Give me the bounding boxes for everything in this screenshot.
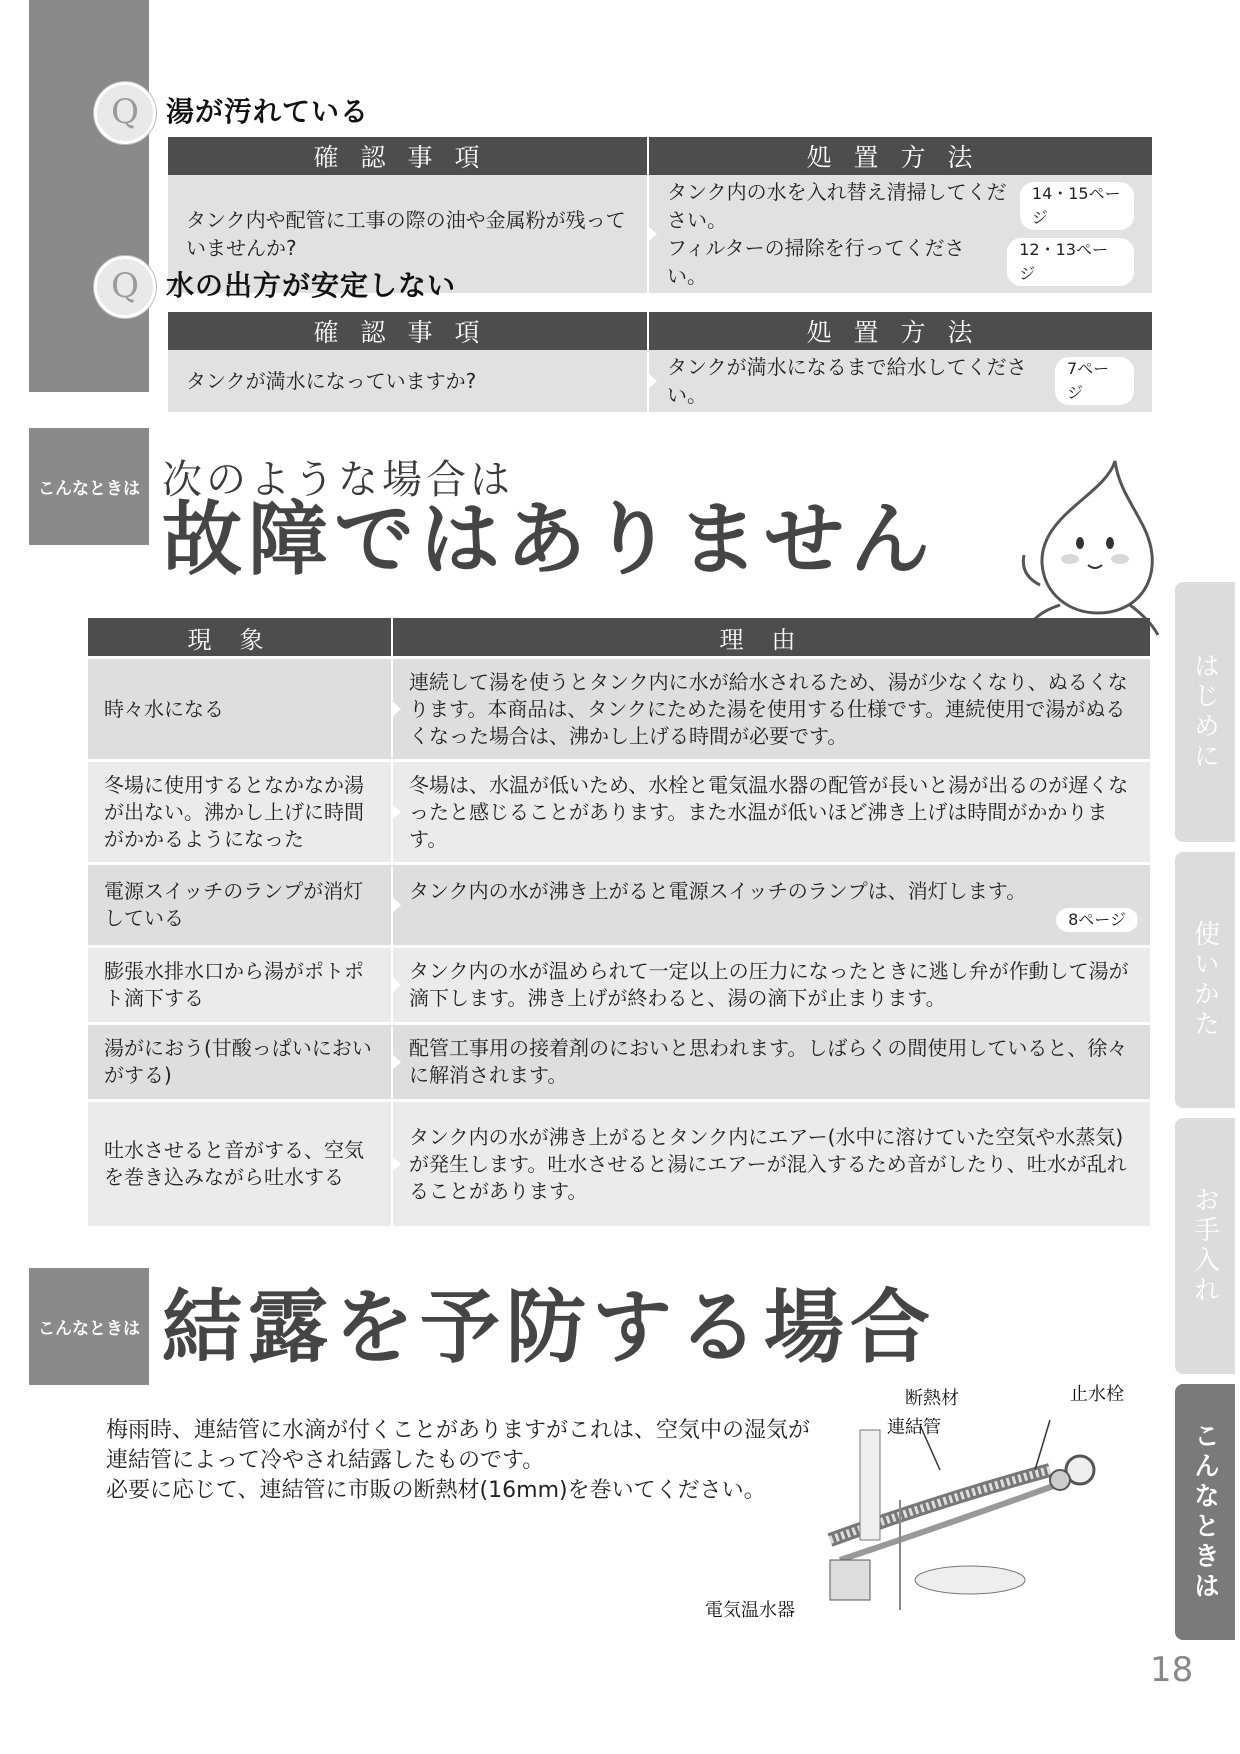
table-row — [88, 947, 1150, 1024]
reason-cell: 連続して湯を使うとタンク内に水が給水されるため、湯が少なくなり、ぬるくなります。本商品は、タンクにためた湯を使用する仕様です。連続使用で湯がぬるくなった場合は、沸かし上げる時間が必要です。 — [392, 658, 1150, 761]
table-row — [88, 1101, 1150, 1227]
section-subtitle: 次のような場合は — [162, 457, 514, 503]
q2-table — [168, 312, 1152, 412]
pipe-diagram-icon — [820, 1410, 1120, 1620]
header-phenomenon: 現象 — [88, 618, 392, 658]
section-tag: こんなときは — [29, 428, 149, 545]
section-title: 故障ではありません — [162, 493, 936, 586]
section-tag: こんなときは — [29, 1268, 149, 1385]
arrow-icon — [391, 1155, 401, 1173]
check-cell: タンクが満水になっていますか? — [168, 350, 648, 412]
header-action: 処置方法 — [648, 312, 1152, 350]
arrow-icon — [391, 896, 401, 914]
table-row — [88, 658, 1150, 761]
phenomenon-cell: 時々水になる — [88, 658, 392, 761]
page-ref[interactable]: 12・13ページ — [1007, 238, 1134, 286]
page-ref[interactable]: 14・15ページ — [1020, 182, 1134, 230]
water-drop-mascot-icon — [1020, 455, 1170, 645]
not-failure-table — [88, 618, 1150, 1226]
reason-cell: タンク内の水が沸き上がると電源スイッチのランプは、消灯します。 8ページ — [392, 864, 1150, 947]
label-stopcock: 止水栓 — [1070, 1384, 1124, 1405]
tab-usage[interactable]: 使いかた — [1175, 852, 1235, 1108]
label-heater: 電気温水器 — [705, 1600, 795, 1621]
action-cell: タンクが満水になるまで給水してください。 7ページ — [648, 350, 1152, 412]
arrow-icon — [391, 700, 401, 718]
table-row — [88, 1024, 1150, 1101]
header-reason: 理由 — [392, 618, 1150, 658]
tab-troubleshooting[interactable]: こんなときは — [1175, 1384, 1235, 1640]
q-badge: Q — [94, 82, 156, 144]
page-ref[interactable]: 7ページ — [1055, 357, 1134, 405]
phenomenon-cell: 電源スイッチのランプが消灯している — [88, 864, 392, 947]
label-insulation: 断熱材 — [905, 1388, 959, 1409]
check-cell: タンク内や配管に工事の際の油や金属粉が残っていませんか? — [168, 175, 648, 293]
phenomenon-cell: 冬場に使用するとなかなか湯が出ない。沸かし上げに時間がかかるようになった — [88, 761, 392, 864]
reason-cell: タンク内の水が沸き上がるとタンク内にエアー(水中に溶けていた空気や水蒸気)が発生します。吐水させると湯にエアーが混入するため音がしたり、吐水が乱れることがあります。 — [392, 1101, 1150, 1227]
condensation-text: 梅雨時、連結管に水滴が付くことがありますがこれは、空気中の湿気が 連結管によって冷やされ結露したものです。 必要に応じて、連結管に市販の断熱材(16mm)を巻いてください。 — [106, 1418, 811, 1503]
reason-cell: 配管工事用の接着剤のにおいと思われます。しばらくの間使用していると、徐々に解消されます。 — [392, 1024, 1150, 1101]
header-action: 処置方法 — [648, 137, 1152, 175]
section-side-bar — [29, 0, 149, 392]
arrow-icon — [391, 1053, 401, 1071]
header-check: 確認事項 — [168, 137, 648, 175]
action-cell: タンク内の水を入れ替え清掃してください。 14・15ページ フィルターの掃除を行ってください。 12・13ページ — [648, 175, 1152, 293]
phenomenon-cell: 吐水させると音がする、空気を巻き込みながら吐水する — [88, 1101, 392, 1227]
tab-introduction[interactable]: はじめに — [1175, 582, 1235, 842]
q-badge: Q — [94, 256, 156, 318]
table-row — [88, 761, 1150, 864]
table-row — [88, 864, 1150, 947]
label-pipe: 連結管 — [887, 1417, 941, 1438]
reason-cell: タンク内の水が温められて一定以上の圧力になったときに逃し弁が作動して湯が滴下します。沸き上げが終わると、湯の滴下が止まります。 — [392, 947, 1150, 1024]
arrow-icon — [647, 225, 657, 243]
header-check: 確認事項 — [168, 312, 648, 350]
arrow-icon — [391, 976, 401, 994]
phenomenon-cell: 膨張水排水口から湯がポトポト滴下する — [88, 947, 392, 1024]
q1-title: 湯が汚れている — [166, 95, 370, 128]
section-title: 結露を予防する場合 — [162, 1281, 936, 1374]
q2-title: 水の出方が安定しない — [166, 269, 457, 302]
phenomenon-cell: 湯がにおう(甘酸っぱいにおいがする) — [88, 1024, 392, 1101]
page-number: 18 — [1150, 1650, 1194, 1690]
tab-care[interactable]: お手入れ — [1175, 1118, 1235, 1374]
page-ref[interactable]: 8ページ — [1056, 908, 1138, 932]
arrow-icon — [647, 372, 657, 390]
arrow-icon — [391, 803, 401, 821]
reason-cell: 冬場は、水温が低いため、水栓と電気温水器の配管が長いと湯が出るのが遅くなったと感じることがあります。また水温が低いほど沸き上げは時間がかかります。 — [392, 761, 1150, 864]
